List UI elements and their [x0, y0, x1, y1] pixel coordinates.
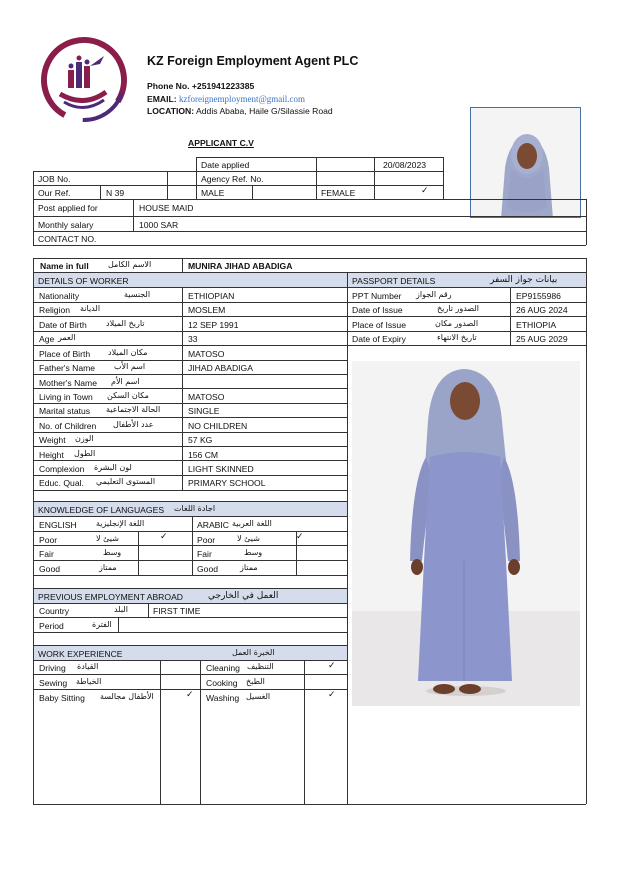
- detail-label: Marital status: [39, 406, 91, 416]
- row-divider: [33, 475, 347, 476]
- detail-value: NO CHILDREN: [188, 421, 248, 431]
- work-left-label-ar: الأطفال مجالسة: [100, 692, 154, 701]
- row-divider: [33, 331, 347, 332]
- passport-label-ar: تاريخ الانتهاء: [437, 333, 477, 342]
- row-divider: [33, 345, 347, 346]
- detail-label-ar: الطول: [74, 449, 96, 458]
- detail-label: Mother's Name: [39, 378, 97, 388]
- passport-label-ar: الصدور مكان: [435, 319, 479, 328]
- arabic-level-check: ✓: [296, 532, 304, 542]
- name-label: Name in full: [40, 261, 89, 271]
- english-label: ENGLISH: [39, 520, 77, 530]
- detail-label: Living in Town: [39, 392, 93, 402]
- detail-value: MATOSO: [188, 349, 225, 359]
- email-label: EMAIL:: [147, 94, 177, 104]
- name-label-ar: الاسم الكامل: [108, 260, 152, 269]
- passport-value: ETHIOPIA: [516, 320, 557, 330]
- work-left-label-ar: القيادة: [77, 662, 99, 671]
- detail-label: Complexion: [39, 464, 85, 474]
- row-divider: [33, 460, 347, 461]
- date-applied-label: Date applied: [201, 160, 250, 170]
- detail-label-ar: الوزن: [75, 434, 94, 443]
- our-ref-value: N 39: [106, 188, 125, 198]
- abroad-header: PREVIOUS EMPLOYMENT ABROAD: [38, 592, 184, 602]
- country-value: FIRST TIME: [153, 606, 201, 616]
- passport-header-ar: بيانات جواز السفر: [490, 275, 558, 285]
- work-right-label-ar: التنظيف: [247, 662, 274, 671]
- portrait-photo: [470, 107, 581, 218]
- company-name: KZ Foreign Employment Agent PLC: [147, 54, 359, 68]
- row-divider: [33, 490, 347, 491]
- date-applied-value: 20/08/2023: [383, 160, 427, 170]
- detail-label: Date of Birth: [39, 320, 87, 330]
- detail-label-ar: عدد الأطفال: [113, 420, 154, 429]
- passport-value: 25 AUG 2029: [516, 334, 568, 344]
- lang-level-ar: وسط: [103, 548, 122, 557]
- languages-header-ar: اجادة اللغات: [174, 504, 216, 513]
- female-label: FEMALE: [321, 188, 356, 198]
- detail-label-ar: العمر: [58, 333, 76, 342]
- detail-value: 156 CM: [188, 450, 219, 460]
- work-right-label: Cooking: [206, 678, 238, 688]
- english-level-check: ✓: [160, 532, 168, 542]
- passport-label: Date of Issue: [352, 305, 403, 315]
- lang-level: Good: [197, 564, 219, 574]
- row-divider: [33, 316, 347, 317]
- work-header-ar: الخبرة العمل: [232, 648, 275, 657]
- period-label: Period: [39, 621, 64, 631]
- english-label-ar: اللغة الإنجليزية: [96, 519, 145, 528]
- post-label: Post applied for: [38, 203, 98, 213]
- detail-value: 12 SEP 1991: [188, 320, 239, 330]
- passport-value: 26 AUG 2024: [516, 305, 568, 315]
- detail-label-ar: الديانة: [80, 304, 101, 313]
- email-value[interactable]: kzforeignemployment@gmail.com: [179, 94, 306, 104]
- detail-label-ar: تاريخ الميلاد: [106, 319, 145, 328]
- detail-label: Educ. Qual.: [39, 478, 84, 488]
- abroad-header-ar: العمل في الخارجي: [208, 591, 279, 601]
- detail-value: 57 KG: [188, 435, 213, 445]
- lang-level: Fair: [39, 549, 54, 559]
- email-line: [147, 94, 305, 104]
- lang-level-ar: شيئ لا: [96, 534, 119, 543]
- work-right-check: ✓: [328, 690, 336, 700]
- detail-label: No. of Children: [39, 421, 97, 431]
- detail-label: Father's Name: [39, 363, 96, 373]
- passport-header: PASSPORT DETAILS: [352, 276, 436, 286]
- our-ref-label: Our Ref.: [38, 188, 71, 198]
- work-left-label: Driving: [39, 663, 66, 673]
- row-divider: [33, 302, 347, 303]
- lang-level-ar: وسط: [244, 548, 263, 557]
- detail-value: PRIMARY SCHOOL: [188, 478, 266, 488]
- row-divider: [33, 432, 347, 433]
- lang-level: Fair: [197, 549, 212, 559]
- lang-level-ar: ممتاز: [240, 563, 258, 572]
- work-right-label-ar: الغسيل: [246, 692, 271, 701]
- detail-label-ar: اسم الأم: [111, 377, 140, 386]
- detail-label-ar: مكان الميلاد: [108, 348, 148, 357]
- detail-value: JIHAD ABADIGA: [188, 363, 253, 373]
- passport-label-ar: رقم الجواز: [416, 290, 452, 299]
- location-value: Addis Ababa, Haile G/Silassie Road: [196, 106, 333, 116]
- passport-label: PPT Number: [352, 291, 402, 301]
- work-left-check: ✓: [186, 690, 194, 700]
- arabic-label-ar: اللغة العربية: [232, 519, 272, 528]
- post-value: HOUSE MAID: [139, 203, 194, 213]
- lang-level-ar: ممتاز: [99, 563, 117, 572]
- detail-value: MOSLEM: [188, 305, 226, 315]
- work-right-check: ✓: [328, 661, 336, 671]
- country-label: Country: [39, 606, 70, 616]
- detail-value: LIGHT SKINNED: [188, 464, 254, 474]
- detail-value: 33: [188, 334, 198, 344]
- period-label-ar: الفترة: [92, 620, 112, 629]
- lang-level: Poor: [39, 535, 58, 545]
- phone-line: [147, 81, 254, 91]
- detail-label-ar: الحالة الاجتماعية: [106, 405, 161, 414]
- passport-label: Place of Issue: [352, 320, 406, 330]
- work-right-label: Cleaning: [206, 663, 240, 673]
- full-body-photo: [352, 361, 580, 706]
- detail-label-ar: لون البشرة: [94, 463, 132, 472]
- phone-value: +251941223385: [191, 81, 255, 91]
- work-right-label-ar: الطبخ: [246, 677, 265, 686]
- lang-level: Good: [39, 564, 61, 574]
- detail-label: Nationality: [39, 291, 80, 301]
- salary-label: Monthly salary: [38, 220, 94, 230]
- work-left-label-ar: الخياطة: [76, 677, 102, 686]
- detail-label: Age: [39, 334, 55, 344]
- work-left-label: Sewing: [39, 678, 68, 688]
- detail-label: Religion: [39, 305, 71, 315]
- detail-label: Place of Birth: [39, 349, 91, 359]
- agency-ref-label: Agency Ref. No.: [201, 174, 264, 184]
- country-label-ar: البلد: [114, 605, 128, 614]
- doc-title: APPLICANT C.V: [188, 138, 254, 148]
- detail-label-ar: المستوى التعليمي: [96, 477, 156, 486]
- work-right-label: Washing: [206, 693, 240, 703]
- lang-level: Poor: [197, 535, 216, 545]
- work-header: WORK EXPERIENCE: [38, 649, 123, 659]
- row-divider: [33, 374, 347, 375]
- detail-label-ar: مكان السكن: [107, 391, 149, 400]
- detail-label-ar: اسم الأب: [114, 362, 146, 371]
- detail-label: Weight: [39, 435, 66, 445]
- details-header: DETAILS OF WORKER: [38, 276, 129, 286]
- passport-value: EP9155986: [516, 291, 561, 301]
- lang-level-ar: شيئ لا: [237, 534, 260, 543]
- name-value: MUNIRA JIHAD ABADIGA: [188, 261, 293, 271]
- male-label: MALE: [201, 188, 225, 198]
- location-label: LOCATION:: [147, 106, 195, 116]
- row-divider: [33, 446, 347, 447]
- contact-label: CONTACT NO.: [38, 234, 97, 244]
- phone-label: Phone No.: [147, 81, 190, 91]
- languages-header: KNOWLEDGE OF LANGUAGES: [38, 505, 165, 515]
- passport-label-ar: الصدور تاريخ: [437, 304, 479, 313]
- detail-value: SINGLE: [188, 406, 220, 416]
- row-divider: [33, 403, 347, 404]
- female-check: ✓: [421, 186, 429, 196]
- salary-value: 1000 SAR: [139, 220, 179, 230]
- passport-label: Date of Expiry: [352, 334, 406, 344]
- detail-label-ar: الجنسية: [124, 290, 151, 299]
- detail-value: MATOSO: [188, 392, 225, 402]
- location-line: [147, 106, 333, 116]
- row-divider: [33, 360, 347, 361]
- job-no-label: JOB No.: [38, 174, 71, 184]
- company-logo: [40, 36, 128, 124]
- arabic-label: ARABIC: [197, 520, 229, 530]
- detail-value: ETHIOPIAN: [188, 291, 235, 301]
- detail-label: Height: [39, 450, 64, 460]
- work-left-label: Baby Sitting: [39, 693, 85, 703]
- row-divider: [33, 417, 347, 418]
- row-divider: [33, 388, 347, 389]
